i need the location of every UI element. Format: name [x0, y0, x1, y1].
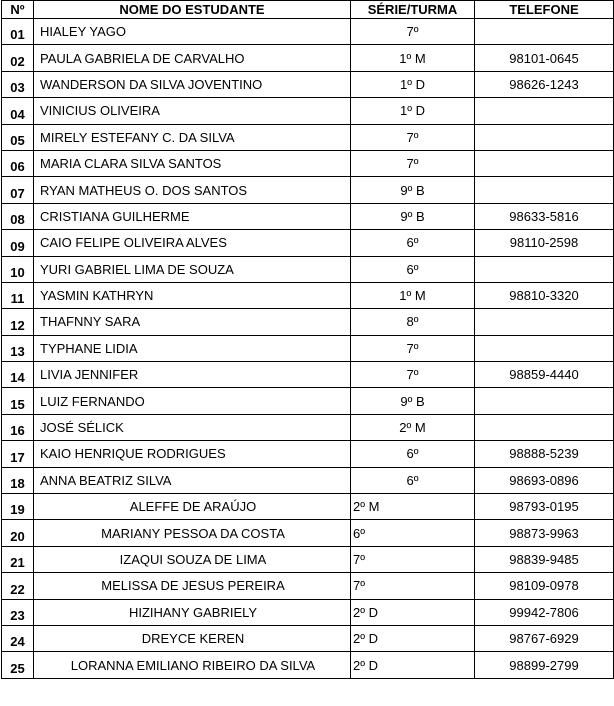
- table-row: [2, 230, 614, 256]
- row-num: 17: [2, 441, 34, 467]
- row-serie: 1º D: [351, 98, 475, 124]
- row-phone: [475, 124, 614, 150]
- row-name: VINICIUS OLIVEIRA: [34, 98, 351, 124]
- table-row: [2, 573, 614, 599]
- row-serie: 9º B: [351, 203, 475, 229]
- header-num: Nº: [2, 1, 34, 19]
- row-name: MIRELY ESTEFANY C. DA SILVA: [34, 124, 351, 150]
- row-serie: 7º: [351, 335, 475, 361]
- table-row: [2, 309, 614, 335]
- row-num: 03: [2, 71, 34, 97]
- table-row: [2, 362, 614, 388]
- table-row: [2, 256, 614, 282]
- row-num: 04: [2, 98, 34, 124]
- row-phone: 98839-9485: [475, 546, 614, 572]
- row-num: 02: [2, 45, 34, 71]
- row-name: IZAQUI SOUZA DE LIMA: [34, 546, 351, 572]
- row-name: LIVIA JENNIFER: [34, 362, 351, 388]
- row-num: 05: [2, 124, 34, 150]
- row-name: MARIANY PESSOA DA COSTA: [34, 520, 351, 546]
- row-num: 24: [2, 625, 34, 651]
- row-serie: 6º: [351, 520, 475, 546]
- row-serie: 7º: [351, 124, 475, 150]
- table-row: [2, 625, 614, 651]
- row-phone: [475, 335, 614, 361]
- row-phone: [475, 309, 614, 335]
- header-name: NOME DO ESTUDANTE: [34, 1, 351, 19]
- row-name: CRISTIANA GUILHERME: [34, 203, 351, 229]
- row-serie: 1º M: [351, 282, 475, 308]
- row-phone: 98793-0195: [475, 494, 614, 520]
- row-phone: 98110-2598: [475, 230, 614, 256]
- row-phone: 98109-0978: [475, 573, 614, 599]
- row-name: KAIO HENRIQUE RODRIGUES: [34, 441, 351, 467]
- table-row: [2, 441, 614, 467]
- table-row: [2, 494, 614, 520]
- row-num: 08: [2, 203, 34, 229]
- row-name: LUIZ FERNANDO: [34, 388, 351, 414]
- row-name: DREYCE KEREN: [34, 625, 351, 651]
- row-serie: 9º B: [351, 177, 475, 203]
- table-row: [2, 467, 614, 493]
- table-row: [2, 45, 614, 71]
- table-row: [2, 150, 614, 176]
- row-serie: 7º: [351, 362, 475, 388]
- row-phone: 99942-7806: [475, 599, 614, 625]
- table-row: [2, 98, 614, 124]
- table-row: [2, 177, 614, 203]
- row-name: YURI GABRIEL LIMA DE SOUZA: [34, 256, 351, 282]
- row-num: 07: [2, 177, 34, 203]
- row-num: 06: [2, 150, 34, 176]
- row-phone: 98626-1243: [475, 71, 614, 97]
- table-row: [2, 335, 614, 361]
- table-row: [2, 282, 614, 308]
- row-phone: 98101-0645: [475, 45, 614, 71]
- row-serie: 1º D: [351, 71, 475, 97]
- row-num: 23: [2, 599, 34, 625]
- row-phone: [475, 98, 614, 124]
- row-phone: [475, 414, 614, 440]
- table-row: [2, 520, 614, 546]
- row-name: HIZIHANY GABRIELY: [34, 599, 351, 625]
- row-serie: 7º: [351, 573, 475, 599]
- row-num: 11: [2, 282, 34, 308]
- row-serie: 6º: [351, 467, 475, 493]
- row-serie: 1º M: [351, 45, 475, 71]
- row-serie: 2º M: [351, 494, 475, 520]
- student-table: [1, 0, 614, 679]
- row-num: 13: [2, 335, 34, 361]
- row-num: 22: [2, 573, 34, 599]
- row-name: JOSÉ SÉLICK: [34, 414, 351, 440]
- row-serie: 2º D: [351, 599, 475, 625]
- row-num: 12: [2, 309, 34, 335]
- row-phone: [475, 150, 614, 176]
- row-num: 21: [2, 546, 34, 572]
- row-name: ALEFFE DE ARAÚJO: [34, 494, 351, 520]
- row-name: YASMIN KATHRYN: [34, 282, 351, 308]
- row-num: 16: [2, 414, 34, 440]
- row-phone: 98873-9963: [475, 520, 614, 546]
- row-name: PAULA GABRIELA DE CARVALHO: [34, 45, 351, 71]
- row-num: 10: [2, 256, 34, 282]
- row-serie: 7º: [351, 150, 475, 176]
- row-name: CAIO FELIPE OLIVEIRA ALVES: [34, 230, 351, 256]
- row-phone: 98888-5239: [475, 441, 614, 467]
- row-name: THAFNNY SARA: [34, 309, 351, 335]
- row-phone: [475, 19, 614, 45]
- row-phone: 98899-2799: [475, 652, 614, 678]
- table-row: [2, 546, 614, 572]
- row-serie: 6º: [351, 256, 475, 282]
- row-num: 19: [2, 494, 34, 520]
- row-num: 18: [2, 467, 34, 493]
- header-phone: TELEFONE: [475, 1, 614, 19]
- row-num: 20: [2, 520, 34, 546]
- row-name: RYAN MATHEUS O. DOS SANTOS: [34, 177, 351, 203]
- row-phone: 98693-0896: [475, 467, 614, 493]
- row-phone: [475, 177, 614, 203]
- row-phone: [475, 388, 614, 414]
- row-phone: [475, 256, 614, 282]
- row-phone: 98859-4440: [475, 362, 614, 388]
- row-serie: 2º D: [351, 625, 475, 651]
- row-phone: 98810-3320: [475, 282, 614, 308]
- row-serie: 2º M: [351, 414, 475, 440]
- row-serie: 6º: [351, 441, 475, 467]
- row-name: HIALEY YAGO: [34, 19, 351, 45]
- row-name: ANNA BEATRIZ SILVA: [34, 467, 351, 493]
- row-num: 25: [2, 652, 34, 678]
- row-serie: 7º: [351, 546, 475, 572]
- header-row: [2, 1, 614, 19]
- row-name: TYPHANE LIDIA: [34, 335, 351, 361]
- row-phone: 98633-5816: [475, 203, 614, 229]
- table-row: [2, 652, 614, 678]
- row-num: 09: [2, 230, 34, 256]
- header-serie: SÉRIE/TURMA: [351, 1, 475, 19]
- row-num: 01: [2, 19, 34, 45]
- row-name: WANDERSON DA SILVA JOVENTINO: [34, 71, 351, 97]
- table-row: [2, 414, 614, 440]
- row-serie: 2º D: [351, 652, 475, 678]
- table-row: [2, 599, 614, 625]
- table-row: [2, 19, 614, 45]
- row-num: 15: [2, 388, 34, 414]
- row-num: 14: [2, 362, 34, 388]
- row-serie: 7º: [351, 19, 475, 45]
- table-row: [2, 203, 614, 229]
- row-name: MELISSA DE JESUS PEREIRA: [34, 573, 351, 599]
- table-row: [2, 71, 614, 97]
- row-name: MARIA CLARA SILVA SANTOS: [34, 150, 351, 176]
- row-serie: 9º B: [351, 388, 475, 414]
- table-row: [2, 124, 614, 150]
- table-row: [2, 388, 614, 414]
- row-serie: 8º: [351, 309, 475, 335]
- row-name: LORANNA EMILIANO RIBEIRO DA SILVA: [34, 652, 351, 678]
- row-serie: 6º: [351, 230, 475, 256]
- row-phone: 98767-6929: [475, 625, 614, 651]
